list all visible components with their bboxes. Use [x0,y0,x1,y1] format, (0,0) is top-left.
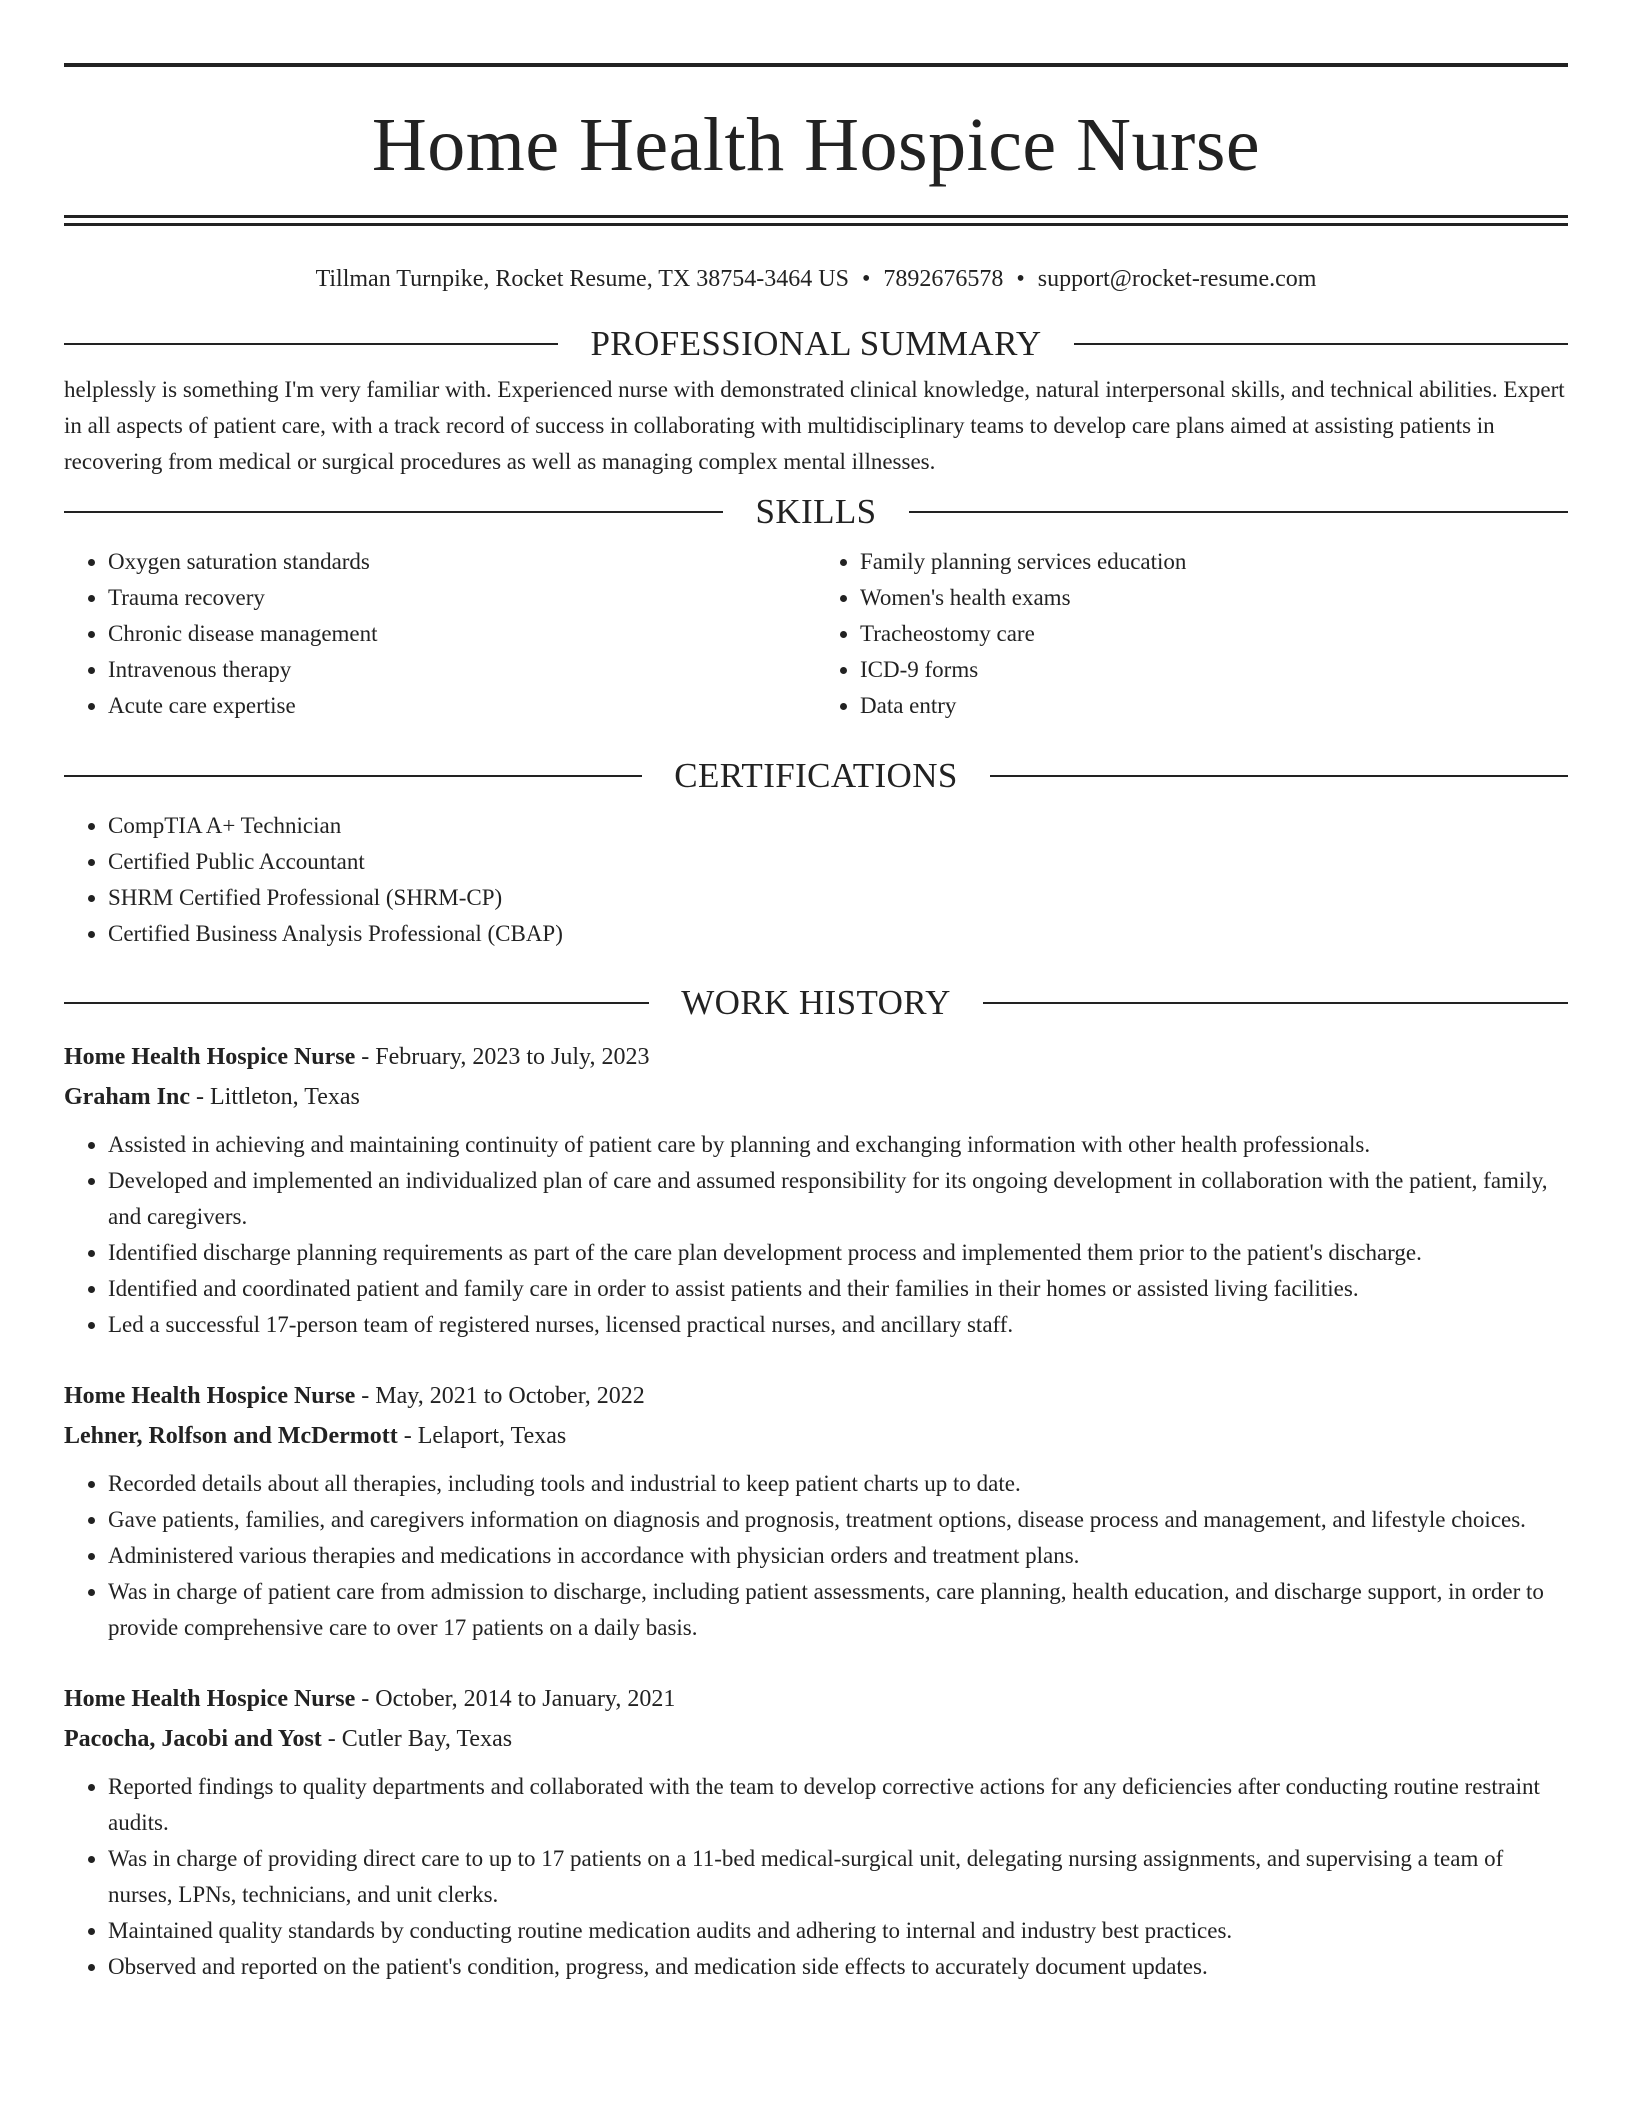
job-bullet: • Maintained quality standards by conducting routine medication audits and adhering to internal and industry best practices. [108,1913,1568,1949]
job-dates: - May, 2021 to October, 2022 [355,1383,645,1409]
job-company-line [64,1719,1568,1759]
resume-title: Home Health Hospice Nurse [371,103,1261,187]
job-bullet: • Reported findings to quality departments and collaborated with the team to develop corrective actions for any deficiencies after conducting routine restraint audits. [108,1769,1568,1841]
job-location: - Littleton, Texas [190,1084,360,1110]
skill-item: • Intravenous therapy [108,652,816,688]
job-entry [64,1679,1568,1985]
job-bullet: • Led a successful 17-person team of registered nurses, licensed practical nurses, and ancillary staff. [108,1307,1568,1343]
job-bullet: • Was in charge of patient care from admission to discharge, including patient assessments, care planning, health education, and discharge support, in order to provide comprehensive care to over 17 patients on a daily basis. [108,1574,1568,1646]
job-bullets [64,1127,1568,1343]
job-bullet: • Gave patients, families, and caregivers information on diagnosis and prognosis, treatment options, disease process and management, and lifestyle choices. [108,1502,1568,1538]
job-title: Home Health Hospice Nurse [64,1686,356,1712]
skills-heading [64,492,1568,532]
job-dates: - October, 2014 to January, 2021 [355,1686,676,1712]
skills-column-right [816,544,1568,724]
job-title: Home Health Hospice Nurse [64,1044,356,1070]
contact-separator: • [861,266,871,292]
job-company: Graham Inc [64,1084,190,1110]
job-title: Home Health Hospice Nurse [64,1383,356,1409]
summary-heading [64,324,1568,364]
job-company: Pacocha, Jacobi and Yost [64,1726,322,1752]
job-entry [64,1376,1568,1646]
work-history-heading [64,983,1568,1023]
skill-item: • Family planning services education [860,544,1568,580]
job-bullet: • Administered various therapies and medications in accordance with physician orders and treatment plans. [108,1538,1568,1574]
certification-item: • CompTIA A+ Technician [108,808,1568,844]
job-company-line [64,1077,1568,1117]
resume-page [64,63,1568,1985]
job-title-line [64,1376,1568,1416]
job-location: - Lelaport, Texas [397,1423,567,1449]
job-location: - Cutler Bay, Texas [321,1726,513,1752]
skill-item: • Trauma recovery [108,580,816,616]
job-title-line [64,1679,1568,1719]
skill-item: • ICD-9 forms [860,652,1568,688]
job-company-line [64,1416,1568,1456]
contact-phone: 7892676578 [883,266,1004,292]
top-rule [64,63,1568,67]
certification-item: • Certified Business Analysis Professional (CBAP) [108,916,1568,952]
work-history-heading-label: WORK HISTORY [681,983,951,1022]
summary-text: helplessly is something I'm very familiar with. Experienced nurse with demonstrated clinical knowledge, natural interpersonal skills, and technical abilities. Expert in all aspects of patient care, with a track record of success in collaborating with multidisciplinary teams to develop care plans aimed at assisting patients in recovering from medical or surgical procedures as well as managing complex mental illnesses. [64,377,1565,474]
job-bullet: • Developed and implemented an individualized plan of care and assumed responsibility for its ongoing development in collaboration with the patient, family, and caregivers. [108,1163,1568,1235]
skills-heading-label: SKILLS [755,492,877,531]
job-bullet: • Was in charge of providing direct care to up to 17 patients on a 11-bed medical-surgical unit, delegating nursing assignments, and supervising a team of nurses, LPNs, technicians, and unit clerks. [108,1841,1568,1913]
job-dates: - February, 2023 to July, 2023 [355,1044,650,1070]
skill-item: • Oxygen saturation standards [108,544,816,580]
skills-column-left [64,544,816,724]
skill-item: • Women's health exams [860,580,1568,616]
contact-email: support@rocket-resume.com [1037,266,1317,292]
job-bullets [64,1466,1568,1646]
contact-line [64,264,1568,294]
contact-separator: • [1016,266,1025,292]
certifications-list [64,808,1568,952]
skills-list [64,544,1568,724]
certification-item: • SHRM Certified Professional (SHRM-CP) [108,880,1568,916]
job-bullet: • Identified discharge planning requirements as part of the care plan development process and implemented them prior to the patient's discharge. [108,1235,1568,1271]
skill-item: • Chronic disease management [108,616,816,652]
job-bullets [64,1769,1568,1985]
contact-address: Tillman Turnpike, Rocket Resume, TX 38754-3464 US [315,266,849,292]
certifications-heading-label: CERTIFICATIONS [674,756,958,795]
job-title-line [64,1037,1568,1077]
job-bullet: • Assisted in achieving and maintaining continuity of patient care by planning and exchanging information with other health professionals. [108,1127,1568,1163]
job-bullet: • Recorded details about all therapies, including tools and industrial to keep patient charts up to date. [108,1466,1568,1502]
certifications-heading [64,756,1568,796]
job-company: Lehner, Rolfson and McDermott [64,1423,398,1449]
title-double-rule [64,215,1568,226]
job-bullet: • Identified and coordinated patient and family care in order to assist patients and their families in their homes or assisted living facilities. [108,1271,1568,1307]
skill-item: • Data entry [860,688,1568,724]
job-bullet: • Observed and reported on the patient's condition, progress, and medication side effects to accurately document updates. [108,1949,1568,1985]
skill-item: • Tracheostomy care [860,616,1568,652]
summary-heading-label: PROFESSIONAL SUMMARY [590,324,1042,363]
skill-item: • Acute care expertise [108,688,816,724]
job-entry [64,1037,1568,1343]
certification-item: • Certified Public Accountant [108,844,1568,880]
